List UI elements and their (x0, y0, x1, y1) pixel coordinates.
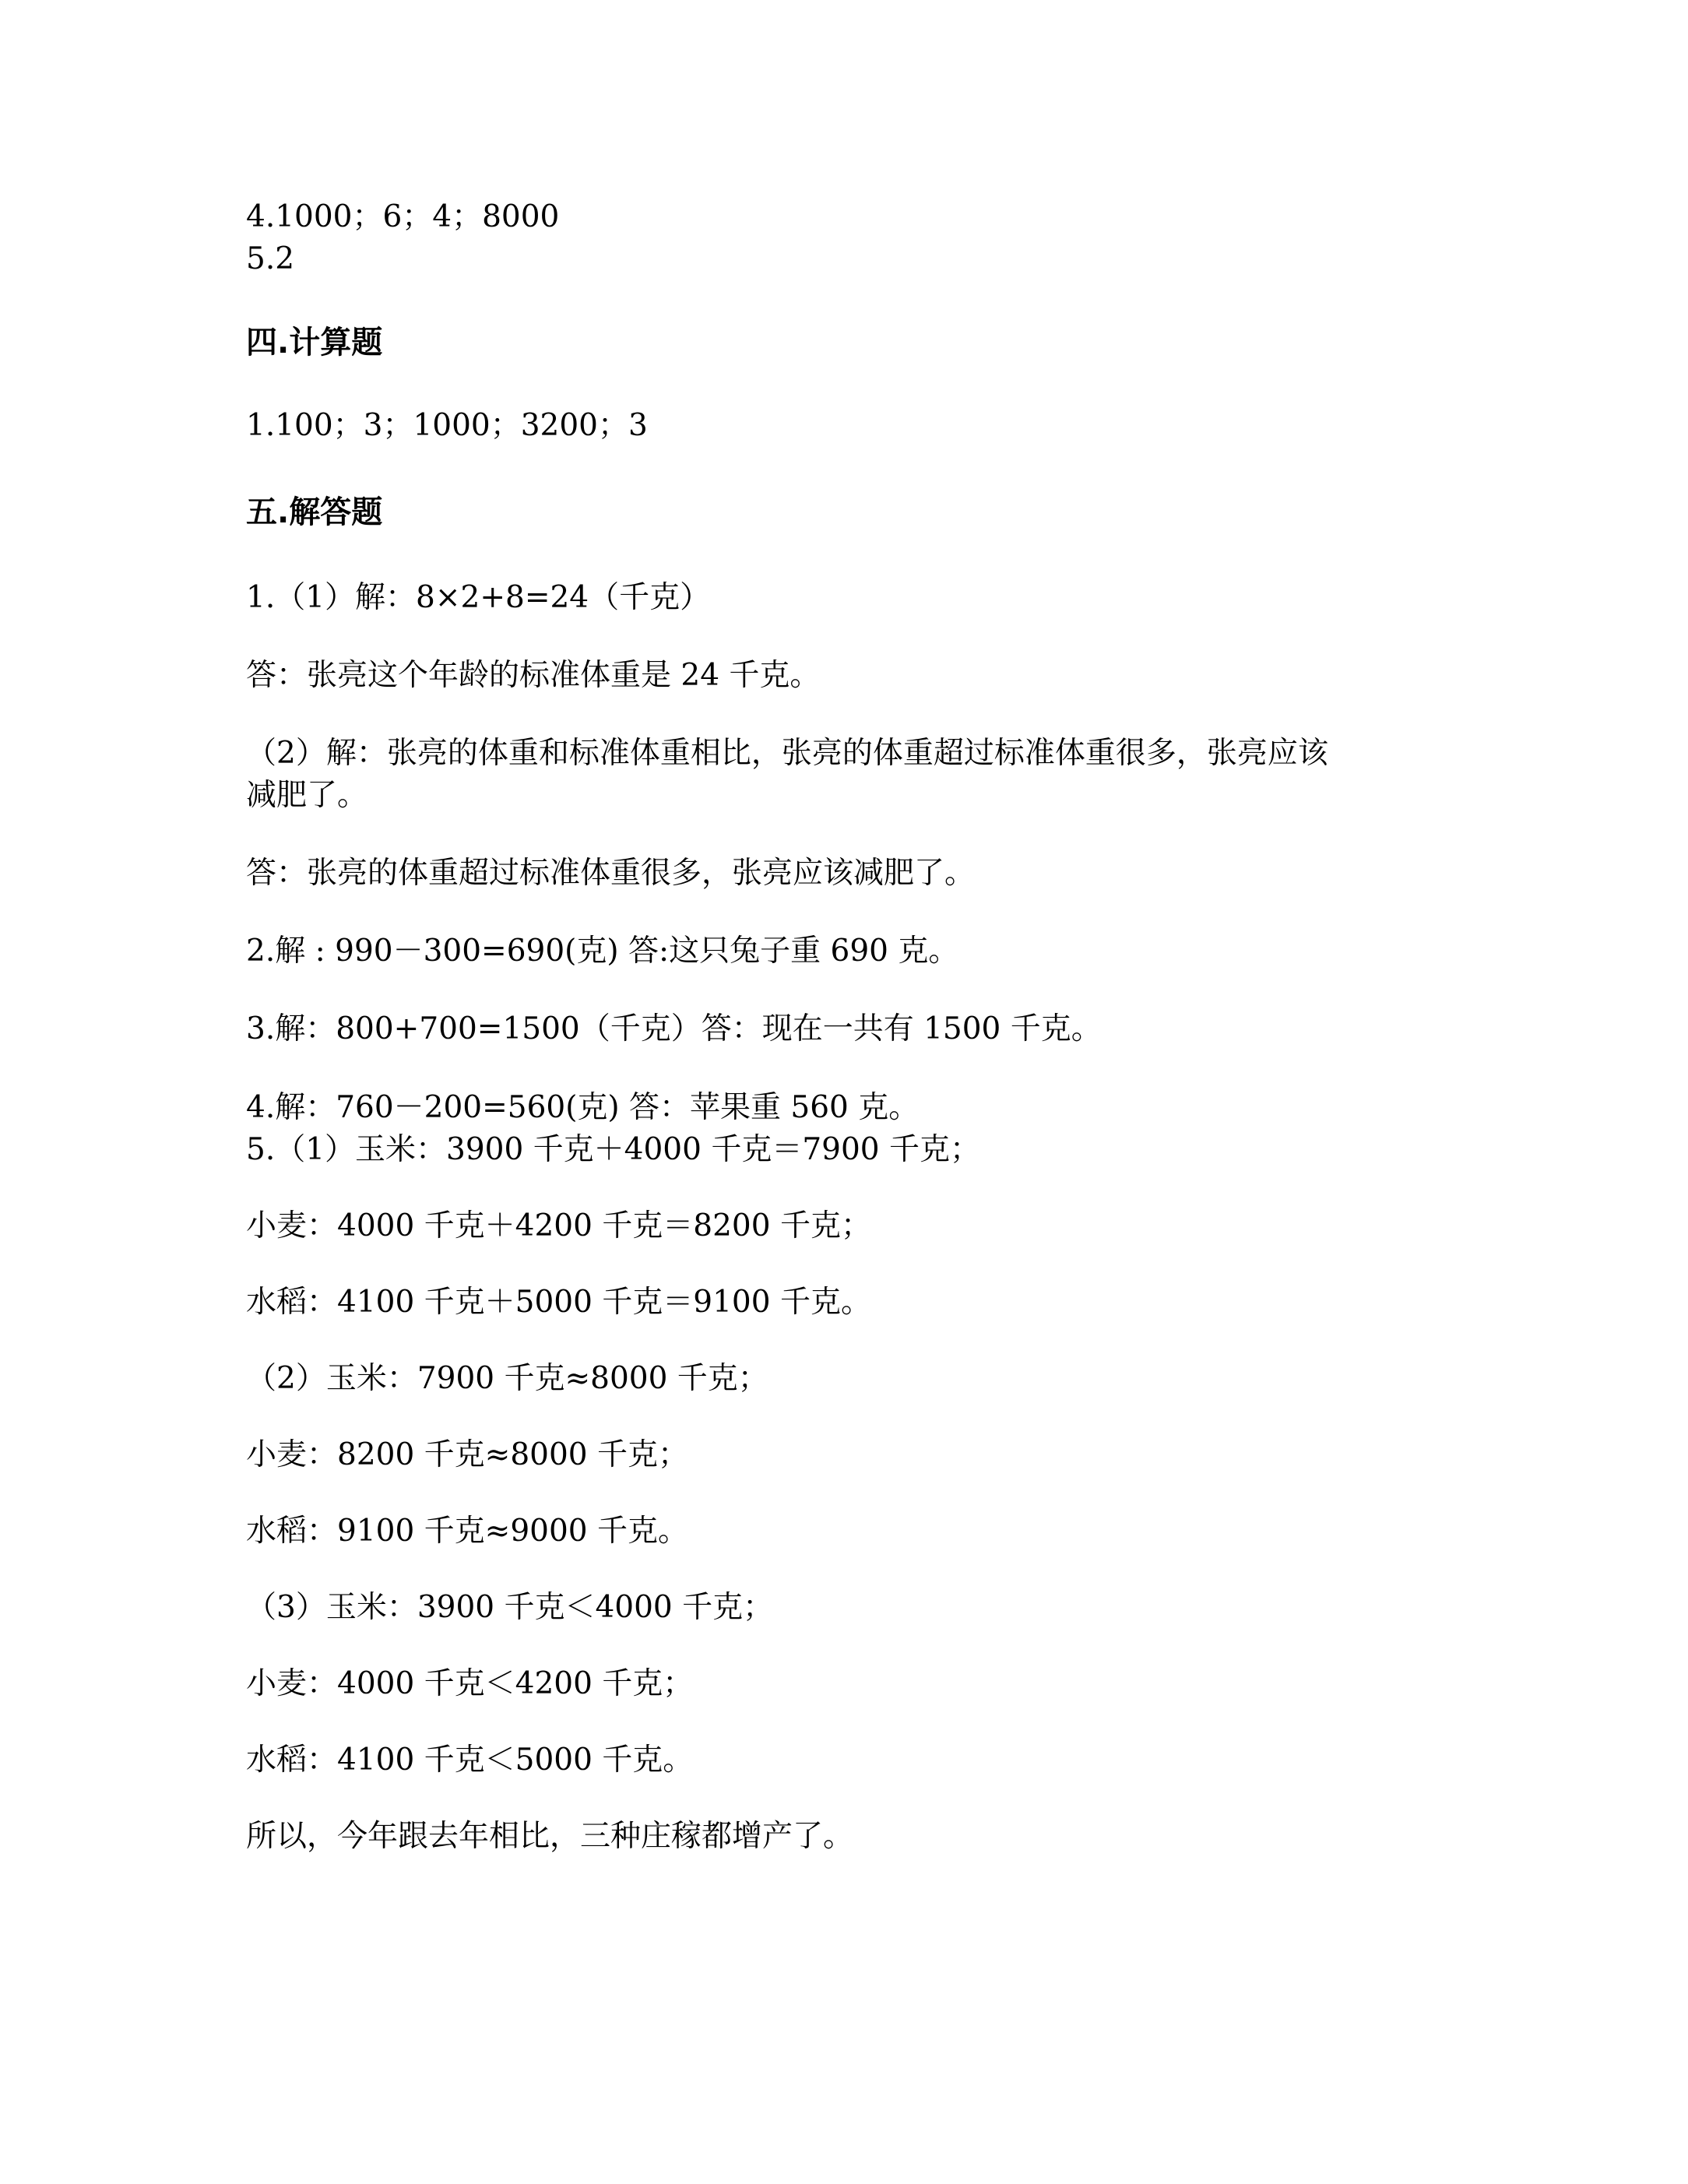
answer-line-4: 4.1000；6；4；8000 (246, 199, 560, 234)
solution-5-rice-approx: 水稻：9100 千克≈9000 千克。 (246, 1514, 688, 1549)
solution-5-part-1: 5.（1）玉米：3900 千克＋4000 千克＝7900 千克； (246, 1132, 980, 1167)
solution-5-wheat-approx: 小麦：8200 千克≈8000 千克； (246, 1437, 688, 1472)
solution-1-part-2-cont: 减肥了。 (246, 778, 368, 813)
solution-1-part-2: （2）解：张亮的体重和标准体重相比，张亮的体重超过标准体重很多，张亮应该 (246, 736, 1328, 771)
solution-5-part-3: （3）玉米：3900 千克＜4000 千克； (246, 1590, 774, 1625)
section-heading-calculation: 四.计算题 (246, 325, 383, 360)
solution-3: 3.解：800+700=1500（千克）答：现在一共有 1500 千克。 (246, 1011, 1102, 1046)
section-heading-solutions: 五.解答题 (246, 494, 383, 530)
solution-1-part-1: 1.（1）解：8×2+8=24（千克） (246, 580, 711, 615)
solution-5-wheat-sum: 小麦：4000 千克＋4200 千克＝8200 千克； (246, 1208, 871, 1243)
calc-answer-1: 1.100；3；1000；3200；3 (246, 408, 648, 443)
solution-5-conclusion: 所以，今年跟去年相比，三种庄稼都增产了。 (246, 1819, 854, 1854)
solution-5-rice-sum: 水稻：4100 千克＋5000 千克＝9100 千克。 (246, 1285, 871, 1320)
solution-4: 4.解：760－200=560(克) 答：苹果重 560 克。 (246, 1090, 920, 1125)
solution-1-answer-2: 答：张亮的体重超过标准体重很多，张亮应该减肥了。 (246, 856, 976, 891)
solution-5-wheat-compare: 小麦：4000 千克＜4200 千克； (246, 1666, 694, 1701)
solution-5-part-2: （2）玉米：7900 千克≈8000 千克； (246, 1361, 768, 1396)
solution-1-answer-1: 答：张亮这个年龄的标准体重是 24 千克。 (246, 658, 821, 693)
answer-line-5: 5.2 (246, 241, 295, 276)
solution-2: 2.解 : 990－300=690(克) 答:这只兔子重 690 克。 (246, 934, 959, 969)
solution-5-rice-compare: 水稻：4100 千克＜5000 千克。 (246, 1743, 694, 1778)
